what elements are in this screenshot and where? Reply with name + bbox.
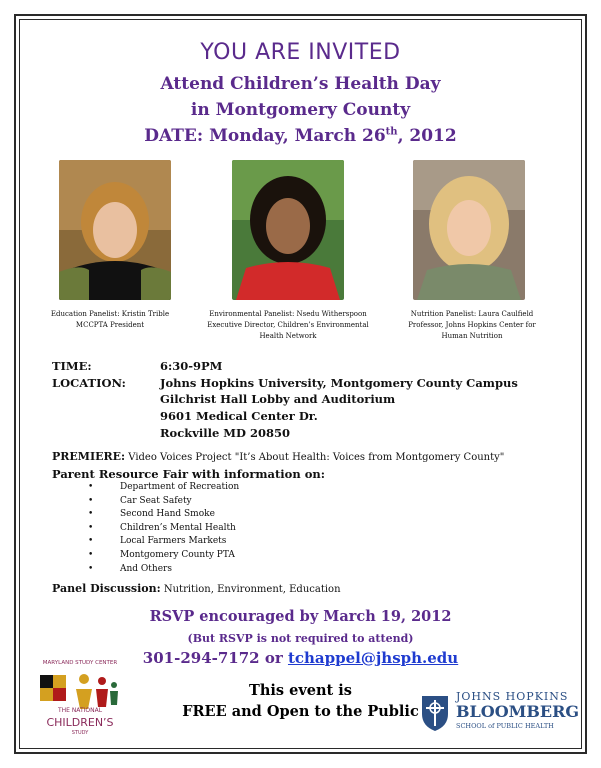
panel-discussion-line <box>52 582 341 595</box>
ncs-sub-text: STUDY <box>71 730 89 736</box>
panelist-caption-environmental <box>193 309 383 342</box>
phone-number: 301-294-7172 or <box>142 649 288 667</box>
list-item: • Car Seat Safety <box>88 495 239 509</box>
location-line: 9601 Medical Center Dr. <box>160 409 318 423</box>
time-label: TIME: <box>52 359 92 373</box>
panelist-photo-environmental <box>232 160 344 300</box>
panelist-photo-education <box>59 160 171 300</box>
rsvp-heading: RSVP encouraged by March 19, 2012 <box>149 608 452 625</box>
panel-text: Nutrition, Environment, Education <box>160 584 341 595</box>
national-childrens-study-logo <box>30 660 130 742</box>
event-title-line2: in Montgomery County <box>190 100 411 120</box>
time-value: 6:30-9PM <box>160 359 223 373</box>
list-item: • Department of Recreation <box>88 481 239 495</box>
list-item: • Montgomery County PTA <box>88 549 239 563</box>
resource-fair-list <box>88 481 239 576</box>
caption-line: Nutrition Panelist: Laura Caulfield <box>410 310 534 318</box>
email-link[interactable]: tchappel@jhsph.edu <box>287 649 459 667</box>
jh-shield-icon <box>420 694 450 732</box>
caption-line: Education Panelist: Kristin Trible <box>50 310 170 318</box>
ncs-small-text: THE NATIONAL <box>57 707 103 714</box>
event-title-line1: Attend Children’s Health Day <box>160 74 441 94</box>
johns-hopkins-bloomberg-logo <box>420 690 580 740</box>
invite-heading: YOU ARE INVITED <box>200 40 401 65</box>
jh-line3: SCHOOL of PUBLIC HEALTH <box>456 722 554 730</box>
caption-line: Human Nutrition <box>441 332 503 340</box>
premiere-text: Video Voices Project "It’s About Health: Voices from Montgomery County" <box>125 452 505 463</box>
date-suffix-th: th <box>385 126 398 138</box>
event-free-line2: FREE and Open to the Public <box>182 703 419 720</box>
premiere-label: PREMIERE: <box>52 450 126 463</box>
location-label: LOCATION: <box>52 376 126 390</box>
location-line: Rockville MD 20850 <box>160 426 291 440</box>
ncs-center-text: MARYLAND STUDY CENTER <box>42 660 118 666</box>
list-item: • Local Farmers Markets <box>88 535 239 549</box>
event-free-line1: This event is <box>249 682 352 699</box>
panelist-caption-education <box>28 309 192 331</box>
panel-label: Panel Discussion: <box>52 582 161 595</box>
caption-line: Executive Director, Children’s Environmental <box>207 321 369 329</box>
rsvp-note: (But RSVP is not required to attend) <box>187 632 414 645</box>
caption-line: MCCPTA President <box>75 321 145 329</box>
date-year: , 2012 <box>397 126 457 146</box>
caption-line: Environmental Panelist: Nsedu Witherspoon <box>209 310 367 318</box>
panelist-photo-nutrition <box>413 160 525 300</box>
caption-line: Health Network <box>259 332 317 340</box>
list-item: • Children’s Mental Health <box>88 522 239 536</box>
date-prefix: DATE: Monday, March 26 <box>144 126 386 146</box>
caption-line: Professor, Johns Hopkins Center for <box>408 321 536 329</box>
location-line: Johns Hopkins University, Montgomery County Campus <box>160 376 518 390</box>
list-item: • Second Hand Smoke <box>88 508 239 522</box>
resource-fair-heading: Parent Resource Fair with information on: <box>52 467 325 481</box>
panelist-caption-nutrition <box>392 309 552 342</box>
premiere-line <box>52 450 504 463</box>
list-item: • And Others <box>88 563 239 577</box>
jh-line1: JOHNS HOPKINS <box>456 690 569 703</box>
ncs-main-text: CHILDREN’S <box>46 716 114 729</box>
location-line: Gilchrist Hall Lobby and Auditorium <box>160 392 396 406</box>
event-date <box>0 126 601 146</box>
jh-line2: BLOOMBERG <box>456 702 580 721</box>
